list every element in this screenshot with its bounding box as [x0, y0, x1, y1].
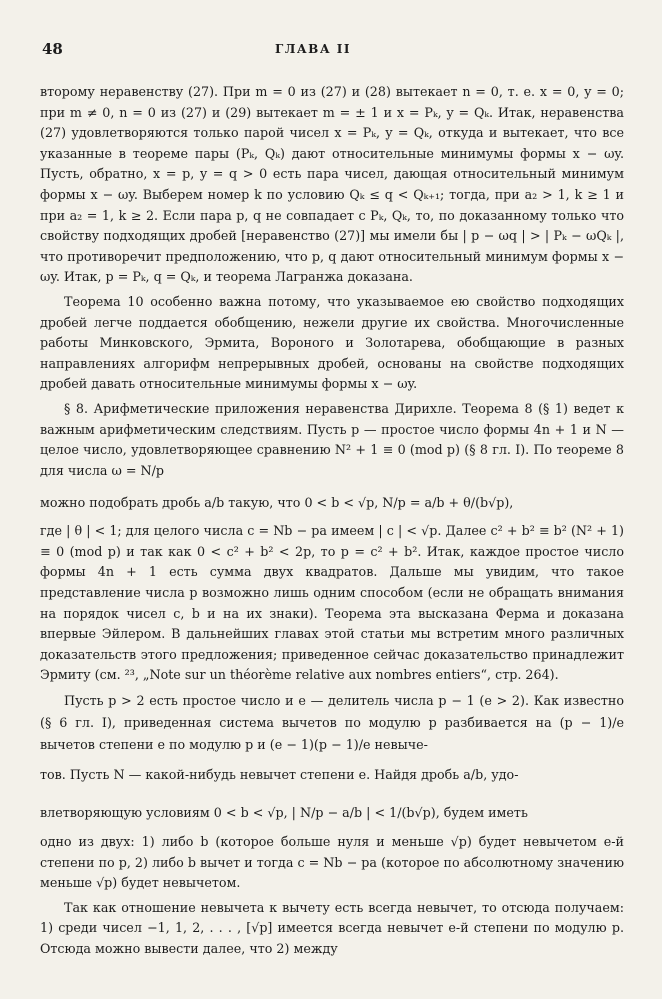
paragraph-theorem-10-remark: Теорема 10 особенно важна потому, что указываемое ею свойство подходящих дробей легче поддается обобщению, нежели другие их свойства. Многочисленные работы Минковского, Эрмита, Вороного и Золотарева, обобщающие в разных направлениях алгорифм непрерывных дробей, основаны на свойстве подходящих дробей давать относительные минимумы формы x − ωy.: [40, 293, 624, 392]
page-header: [42, 40, 624, 62]
paragraph-conditions-formula: влетворяющую условиям 0 < b < √p, | N/p − a/b | < 1/(b√p), будем иметь: [40, 805, 528, 821]
paragraph-lagrange-proof: второму неравенству (27). При m = 0 из (27) и (28) вытекает n = 0, т. е. x = 0, y = 0; при m ≠ 0, n = 0 из (27) и (29) вытекает m = ± 1 и x = Pₖ, y = Qₖ. Итак, неравенства (27) удовлетворяются только парой чисел x = Pₖ, y = Qₖ, откуда и вытекает, что все указанные в теореме пары (Pₖ, Qₖ) дают относительные минимумы формы x − ωy. Пусть, обратно, x = p, y = q > 0 есть пара чисел, дающая относительный минимум формы x − ωy. Выберем номер k по условию Qₖ ≤ q < Qₖ₊₁; тогда, при a₂ > 1, k ≥ 1 и при a₂ = 1, k ≥ 2. Если пара p, q не совпадает с Pₖ, Qₖ, то, по доказанному только что свойству подходящих дробей [неравенство (27)] мы имели бы | p − ωq | > | Pₖ − ωQₖ |, что противоречит предположению, что p, q дают относительный минимум формы x − ωy. Итак, p = Pₖ, q = Qₖ, и теорема Лагранжа доказана.: [40, 84, 624, 285]
paragraph-residues: Пусть p > 2 есть простое число и e — делитель числа p − 1 (e > 2). Как известно (§ 6 гл. I), приведенная система вычетов по модулю p разбивается на (p − 1)/e вычетов степени e по модулю p и (e − 1)(p − 1)/e невыче-: [40, 693, 624, 753]
running-title: ГЛАВА II: [275, 42, 351, 56]
paragraph-conclusion: Так как отношение невычета к вычету есть всегда невычет, то отсюда получаем: 1) среди чисел −1, 1, 2, . . . , [√p] имеется всегда невычет e-й степени по модулю p. Отсюда можно вывести далее, что 2) между: [40, 899, 624, 956]
paragraph-formula-dirichlet: можно подобрать дробь a/b такую, что 0 < b < √p, N/p = a/b + θ/(b√p),: [40, 495, 514, 511]
paragraph-two-squares: где | θ | < 1; для целого числа c = Nb − pa имеем | c | < √p. Далее c² + b² ≡ b² (N² + 1) ≡ 0 (mod p) и так как 0 < c² + b² < 2p, то p = c² + b². Итак, каждое простое число формы 4n + 1 есть сумма двух квадратов. Дальше мы увидим, что такое представление числа p возможно лишь одним способом (если не обращать внимания на порядок чисел c, b и на их знаки). Теорема эта высказана Ферма и доказана впервые Эйлером. В дальнейших главах этой статьи мы встретим много различных доказательств этого предложения; приведенное сейчас доказательство принадлежит Эрмиту (см. ²³, „Note sur un théorème relative aux nombres entiers“, стр. 264).: [40, 523, 624, 683]
paragraph-section-8-heading: § 8. Арифметические приложения неравенства Дирихле. Теорема 8 (§ 1) ведет к важным арифметическим следствиям. Пусть p — простое число формы 4n + 1 и N — целое число, удовлетворяющее сравнению N² + 1 ≡ 0 (mod p) (§ 8 гл. I). По теореме 8 для числа ω = N/p: [40, 400, 624, 478]
body-text: [40, 82, 624, 964]
paragraph-two-cases: одно из двух: 1) либо b (которое больше нуля и меньше √p) будет невычетом e-й степени по p, 2) либо b вычет и тогда c = Nb − pa (которое по абсолютному значению меньше √p) будет невычетом.: [40, 834, 624, 891]
paragraph-nonresidue-fraction: тов. Пусть N — какой-нибудь невычет степени e. Найдя дробь a/b, удо-: [40, 767, 519, 783]
page-number: 48: [42, 40, 63, 58]
